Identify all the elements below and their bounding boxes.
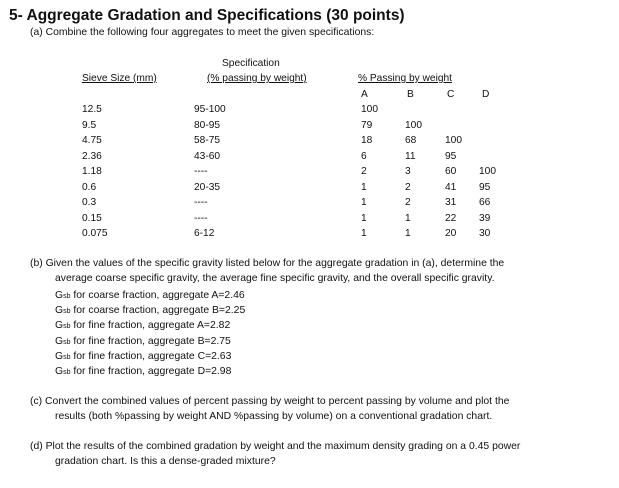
part-a-text: (a) Combine the following four aggregates to meet the given specifications:	[30, 27, 375, 38]
sieve-size-cell: 0.15	[82, 212, 102, 224]
specific-gravity-text: for coarse fraction, aggregate B=2.25	[70, 305, 246, 317]
gsb-subscript: sb	[63, 369, 71, 376]
passing-c-cell: 60	[445, 166, 457, 177]
passing-d-cell: 95	[479, 181, 491, 193]
passing-d-cell: 66	[479, 197, 491, 208]
header-percent-passing: % Passing by weight	[358, 73, 453, 84]
sieve-size-cell: 2.36	[82, 150, 102, 162]
passing-b-cell: 11	[405, 150, 416, 162]
specific-gravity-item	[55, 288, 245, 304]
passing-a-cell: 6	[361, 150, 367, 162]
spec-cell: 20-35	[194, 181, 221, 193]
passing-a-cell: 18	[361, 135, 373, 146]
sieve-size-cell: 9.5	[82, 119, 97, 131]
passing-a-cell: 2	[361, 166, 367, 177]
gsb-symbol: G	[55, 290, 64, 301]
passing-a-cell: 1	[361, 197, 367, 208]
part-d-line-2: gradation chart. Is this a dense-graded mixture?	[55, 456, 276, 467]
specific-gravity-text: for fine fraction, aggregate D=2.98	[70, 366, 232, 377]
passing-c-cell: 100	[445, 135, 462, 146]
passing-a-cell: 79	[361, 119, 373, 131]
question-title: 5- Aggregate Gradation and Specifications (30 points)	[9, 7, 405, 24]
passing-c-cell: 22	[445, 212, 457, 224]
passing-a-cell: 1	[361, 181, 367, 193]
gsb-symbol: G	[55, 305, 64, 317]
passing-c-cell: 31	[445, 197, 457, 208]
gsb-symbol: G	[55, 350, 64, 362]
passing-d-cell: 30	[479, 228, 491, 239]
spec-cell: 6-12	[194, 228, 215, 239]
spec-cell: ----	[194, 197, 208, 208]
gsb-subscript: sb	[63, 323, 71, 331]
spec-cell: 95-100	[194, 104, 226, 115]
sieve-size-cell: 1.18	[82, 166, 102, 177]
passing-b-cell: 1	[405, 212, 411, 224]
gsb-subscript: sb	[63, 293, 71, 300]
gsb-symbol: G	[55, 320, 64, 332]
aggregate-label-d: D	[482, 89, 490, 100]
passing-d-cell: 39	[479, 212, 491, 224]
passing-b-cell: 1	[405, 228, 411, 239]
passing-b-cell: 2	[405, 181, 411, 193]
passing-b-cell: 2	[405, 197, 411, 208]
specific-gravity-text: for fine fraction, aggregate A=2.82	[70, 320, 231, 332]
header-spec-subtitle: (% passing by weight)	[207, 73, 307, 84]
header-sieve-size: Sieve Size (mm)	[82, 73, 157, 84]
gsb-subscript: sb	[63, 308, 71, 316]
aggregate-label-c: C	[447, 89, 455, 100]
gsb-subscript: sb	[63, 353, 71, 361]
passing-b-cell: 3	[405, 166, 411, 177]
gsb-symbol: G	[55, 335, 64, 347]
spec-cell: 43-60	[194, 150, 221, 162]
aggregate-label-a: A	[361, 89, 368, 100]
sieve-size-cell: 4.75	[82, 135, 102, 146]
sieve-size-cell: 0.3	[82, 197, 97, 208]
sieve-size-cell: 0.6	[82, 181, 97, 193]
specific-gravity-text: for fine fraction, aggregate C=2.63	[70, 350, 232, 362]
part-c-line-2: results (both %passing by weight AND %passing by volume) on a conventional gradation chart.	[55, 411, 493, 422]
passing-c-cell: 20	[445, 228, 457, 239]
part-c-line-1: (c) Convert the combined values of percent passing by weight to percent passing by volume and plot the	[30, 396, 510, 407]
specific-gravity-item	[55, 303, 245, 319]
passing-a-cell: 1	[361, 228, 367, 239]
passing-c-cell: 95	[445, 150, 457, 162]
spec-cell: 58-75	[194, 135, 221, 146]
sieve-size-cell: 12.5	[82, 104, 102, 115]
passing-a-cell: 1	[361, 212, 367, 224]
gsb-symbol: G	[55, 366, 64, 377]
specific-gravity-item	[55, 364, 231, 380]
specific-gravity-text: for coarse fraction, aggregate A=2.46	[70, 290, 245, 301]
spec-cell: 80-95	[194, 119, 221, 131]
part-b-line-2: average coarse specific gravity, the average fine specific gravity, and the overall specific gravity.	[55, 273, 495, 284]
aggregate-label-b: B	[407, 89, 414, 100]
gsb-subscript: sb	[63, 338, 71, 346]
passing-d-cell: 100	[479, 166, 496, 177]
spec-cell: ----	[194, 212, 208, 224]
passing-b-cell: 68	[405, 135, 417, 146]
part-b-line-1: (b) Given the values of the specific gravity listed below for the aggregate gradation in (a), determine the	[30, 258, 505, 269]
passing-c-cell: 41	[445, 181, 457, 193]
spec-cell: ----	[194, 166, 208, 177]
passing-a-cell: 100	[361, 104, 378, 115]
specific-gravity-item	[55, 349, 231, 365]
specific-gravity-item	[55, 334, 231, 350]
passing-b-cell: 100	[405, 119, 422, 131]
header-specification: Specification	[222, 58, 280, 69]
sieve-size-cell: 0.075	[82, 228, 108, 239]
specific-gravity-text: for fine fraction, aggregate B=2.75	[70, 335, 231, 347]
specific-gravity-item	[55, 318, 230, 334]
part-d-line-1: (d) Plot the results of the combined gradation by weight and the maximum density grading on a 0.45 power	[30, 441, 521, 452]
